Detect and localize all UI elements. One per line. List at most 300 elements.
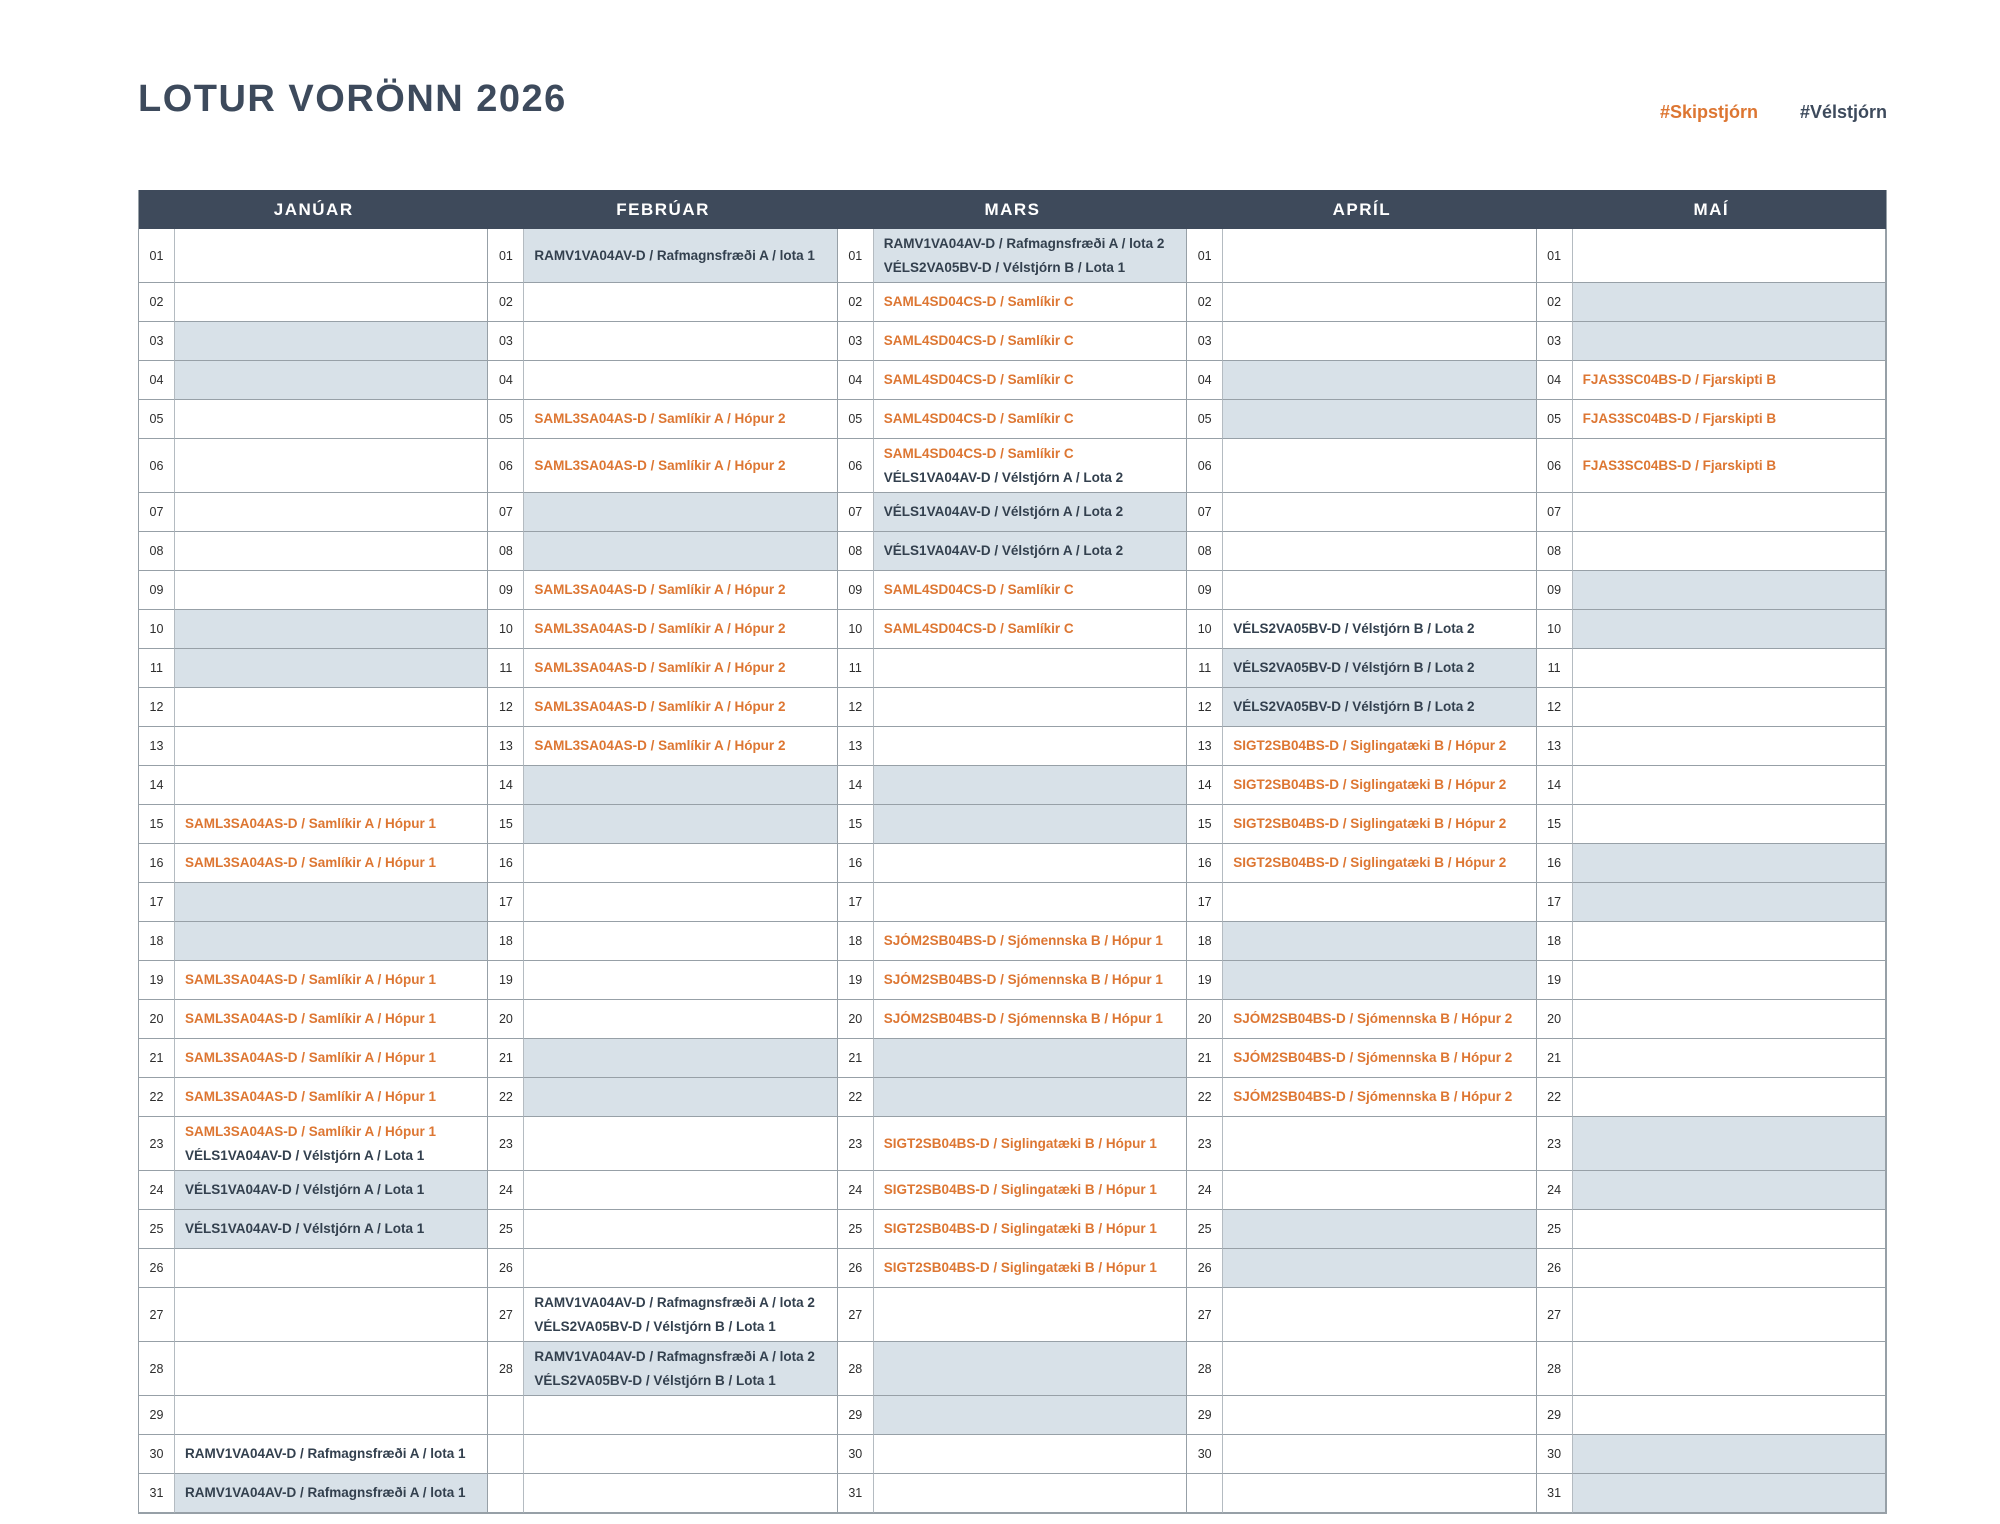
day-cell xyxy=(1573,844,1886,883)
day-number: 06 xyxy=(1537,439,1573,493)
day-number: 19 xyxy=(488,961,524,1000)
day-cell xyxy=(524,1000,837,1039)
day-cell xyxy=(524,1171,837,1210)
day-number: 05 xyxy=(838,400,874,439)
day-number: 05 xyxy=(1537,400,1573,439)
day-number: 09 xyxy=(488,571,524,610)
event-entry: SAML4SD04CS-D / Samlíkir C xyxy=(883,411,1074,427)
day-cell xyxy=(175,727,488,766)
day-cell xyxy=(1573,805,1886,844)
day-number: 06 xyxy=(139,439,175,493)
day-number: 24 xyxy=(488,1171,524,1210)
day-number: 16 xyxy=(1537,844,1573,883)
day-cell xyxy=(524,1342,837,1396)
day-cell xyxy=(1573,1435,1886,1474)
event-entry: SIGT2SB04BS-D / Siglingatæki B / Hópur 2 xyxy=(1233,777,1507,793)
day-cell xyxy=(175,1210,488,1249)
day-cell xyxy=(1573,1342,1886,1396)
day-number: 18 xyxy=(488,922,524,961)
legend xyxy=(1660,102,1887,123)
day-number: 03 xyxy=(139,322,175,361)
day-number: 25 xyxy=(139,1210,175,1249)
day-cell xyxy=(175,1249,488,1288)
day-number: 01 xyxy=(1187,229,1223,283)
day-cell xyxy=(1223,571,1536,610)
day-number: 29 xyxy=(838,1396,874,1435)
day-cell xyxy=(874,322,1187,361)
day-cell xyxy=(874,493,1187,532)
day-number: 13 xyxy=(838,727,874,766)
day-number: 05 xyxy=(139,400,175,439)
day-number: 25 xyxy=(488,1210,524,1249)
event-entry: SIGT2SB04BS-D / Siglingatæki B / Hópur 1 xyxy=(883,1135,1157,1151)
day-cell xyxy=(1573,1078,1886,1117)
day-number: 03 xyxy=(1187,322,1223,361)
day-number: 11 xyxy=(1537,649,1573,688)
day-cell xyxy=(1573,1288,1886,1342)
day-number: 31 xyxy=(838,1474,874,1513)
event-entry: SAML4SD04CS-D / Samlíkir C xyxy=(883,294,1074,310)
day-number: 02 xyxy=(488,283,524,322)
day-number: 24 xyxy=(838,1171,874,1210)
day-number: 20 xyxy=(488,1000,524,1039)
day-cell xyxy=(1223,493,1536,532)
day-cell xyxy=(874,1039,1187,1078)
day-number: 28 xyxy=(1187,1342,1223,1396)
event-entry: RAMV1VA04AV-D / Rafmagnsfræði A / lota 2 xyxy=(534,1295,815,1311)
day-number: 07 xyxy=(1187,493,1223,532)
day-number: 24 xyxy=(1537,1171,1573,1210)
day-cell xyxy=(524,229,837,283)
day-cell xyxy=(175,1117,488,1171)
day-number: 18 xyxy=(1537,922,1573,961)
day-number: 26 xyxy=(488,1249,524,1288)
day-number: 02 xyxy=(139,283,175,322)
day-number: 27 xyxy=(139,1288,175,1342)
day-cell xyxy=(1223,1171,1536,1210)
day-number: 10 xyxy=(488,610,524,649)
event-entry: SAML4SD04CS-D / Samlíkir C xyxy=(883,333,1074,349)
event-entry: SAML3SA04AS-D / Samlíkir A / Hópur 2 xyxy=(534,411,786,427)
day-cell xyxy=(175,883,488,922)
event-entry: SAML4SD04CS-D / Samlíkir C xyxy=(883,372,1074,388)
day-cell xyxy=(1223,883,1536,922)
event-entry: VÉLS2VA05BV-D / Vélstjórn B / Lota 2 xyxy=(1233,660,1475,676)
day-cell xyxy=(1223,922,1536,961)
day-cell xyxy=(175,322,488,361)
month-header-april: APRÍL xyxy=(1187,190,1536,229)
day-number: 19 xyxy=(139,961,175,1000)
day-number: 18 xyxy=(139,922,175,961)
day-number: 13 xyxy=(488,727,524,766)
day-number: 08 xyxy=(838,532,874,571)
day-cell xyxy=(175,805,488,844)
day-number xyxy=(488,1435,524,1474)
day-number: 27 xyxy=(488,1288,524,1342)
day-cell xyxy=(175,1039,488,1078)
day-number: 14 xyxy=(1187,766,1223,805)
day-cell xyxy=(1573,1210,1886,1249)
day-cell xyxy=(524,805,837,844)
day-number: 28 xyxy=(139,1342,175,1396)
day-number: 16 xyxy=(838,844,874,883)
day-number: 23 xyxy=(1187,1117,1223,1171)
day-number: 01 xyxy=(139,229,175,283)
event-entry: SAML3SA04AS-D / Samlíkir A / Hópur 2 xyxy=(534,738,786,754)
day-cell xyxy=(874,649,1187,688)
day-cell xyxy=(874,1171,1187,1210)
day-cell xyxy=(524,1288,837,1342)
legend-item-velstjorn[interactable]: #Vélstjórn xyxy=(1799,102,1887,122)
day-cell xyxy=(874,1342,1187,1396)
day-number: 17 xyxy=(1537,883,1573,922)
day-number: 24 xyxy=(1187,1171,1223,1210)
day-number: 26 xyxy=(838,1249,874,1288)
day-cell xyxy=(1573,649,1886,688)
day-number: 04 xyxy=(1187,361,1223,400)
day-number: 21 xyxy=(488,1039,524,1078)
day-cell xyxy=(1223,1210,1536,1249)
day-cell xyxy=(1573,229,1886,283)
event-entry: SAML3SA04AS-D / Samlíkir A / Hópur 2 xyxy=(534,457,786,473)
day-cell xyxy=(874,844,1187,883)
day-cell xyxy=(874,1078,1187,1117)
day-number: 21 xyxy=(1187,1039,1223,1078)
event-entry: SIGT2SB04BS-D / Siglingatæki B / Hópur 2 xyxy=(1233,816,1507,832)
day-cell xyxy=(524,400,837,439)
day-number: 23 xyxy=(838,1117,874,1171)
day-number: 19 xyxy=(1187,961,1223,1000)
day-cell xyxy=(524,1435,837,1474)
event-entry: VÉLS1VA04AV-D / Vélstjórn A / Lota 1 xyxy=(185,1221,425,1237)
day-number: 06 xyxy=(1187,439,1223,493)
day-cell xyxy=(1573,610,1886,649)
day-cell xyxy=(1223,1342,1536,1396)
day-number: 12 xyxy=(1537,688,1573,727)
event-entry: VÉLS2VA05BV-D / Vélstjórn B / Lota 2 xyxy=(1233,621,1475,637)
day-number: 08 xyxy=(139,532,175,571)
day-number: 07 xyxy=(1537,493,1573,532)
day-number: 19 xyxy=(838,961,874,1000)
day-number: 20 xyxy=(1187,1000,1223,1039)
month-header-februar: FEBRÚAR xyxy=(488,190,837,229)
day-number: 10 xyxy=(1537,610,1573,649)
event-entry: SAML3SA04AS-D / Samlíkir A / Hópur 1 xyxy=(185,1089,437,1105)
day-cell xyxy=(1223,229,1536,283)
day-number: 09 xyxy=(1187,571,1223,610)
day-number: 11 xyxy=(139,649,175,688)
day-cell xyxy=(175,922,488,961)
day-cell xyxy=(1573,1039,1886,1078)
day-number: 27 xyxy=(838,1288,874,1342)
day-number: 02 xyxy=(1537,283,1573,322)
month-header-mars: MARS xyxy=(838,190,1187,229)
day-cell xyxy=(1223,1117,1536,1171)
day-cell xyxy=(524,1039,837,1078)
event-entry: FJAS3SC04BS-D / Fjarskipti B xyxy=(1582,411,1777,427)
event-entry: VÉLS2VA05BV-D / Vélstjórn B / Lota 1 xyxy=(534,1372,776,1388)
day-number: 14 xyxy=(488,766,524,805)
event-entry: SAML3SA04AS-D / Samlíkir A / Hópur 1 xyxy=(185,1050,437,1066)
day-cell xyxy=(1223,844,1536,883)
day-number: 28 xyxy=(1537,1342,1573,1396)
day-number: 09 xyxy=(139,571,175,610)
event-entry: SAML4SD04CS-D / Samlíkir C xyxy=(883,621,1074,637)
legend-item-skipstjorn[interactable]: #Skipstjórn xyxy=(1659,102,1758,122)
event-entry: RAMV1VA04AV-D / Rafmagnsfræði A / lota 2 xyxy=(883,236,1165,251)
day-cell xyxy=(1573,1000,1886,1039)
day-number: 03 xyxy=(488,322,524,361)
event-entry: RAMV1VA04AV-D / Rafmagnsfræði A / lota 1 xyxy=(185,1485,466,1501)
day-number: 12 xyxy=(1187,688,1223,727)
day-cell xyxy=(175,649,488,688)
day-cell xyxy=(874,961,1187,1000)
day-cell xyxy=(175,1171,488,1210)
day-number: 31 xyxy=(139,1474,175,1513)
day-number xyxy=(488,1396,524,1435)
day-cell xyxy=(175,1396,488,1435)
day-number: 17 xyxy=(1187,883,1223,922)
event-entry: SAML3SA04AS-D / Samlíkir A / Hópur 2 xyxy=(534,660,786,676)
day-cell xyxy=(524,883,837,922)
day-cell xyxy=(1223,1396,1536,1435)
day-cell xyxy=(175,493,488,532)
day-cell xyxy=(1573,439,1886,493)
day-number: 20 xyxy=(1537,1000,1573,1039)
day-number: 17 xyxy=(139,883,175,922)
day-number: 17 xyxy=(488,883,524,922)
event-entry: SJÓM2SB04BS-D / Sjómennska B / Hópur 1 xyxy=(883,972,1163,988)
day-cell xyxy=(1223,610,1536,649)
day-number: 20 xyxy=(139,1000,175,1039)
day-number: 27 xyxy=(1187,1288,1223,1342)
day-cell xyxy=(175,1288,488,1342)
event-entry: SIGT2SB04BS-D / Siglingatæki B / Hópur 1 xyxy=(883,1221,1157,1237)
day-number: 19 xyxy=(1537,961,1573,1000)
event-entry: SAML3SA04AS-D / Samlíkir A / Hópur 1 xyxy=(185,972,437,988)
event-entry: SIGT2SB04BS-D / Siglingatæki B / Hópur 1 xyxy=(883,1182,1157,1198)
day-cell xyxy=(524,922,837,961)
event-entry: VÉLS2VA05BV-D / Vélstjórn B / Lota 1 xyxy=(883,259,1126,275)
month-header-mai: MAÍ xyxy=(1537,190,1886,229)
day-number: 22 xyxy=(1187,1078,1223,1117)
day-cell xyxy=(524,1117,837,1171)
day-number: 09 xyxy=(1537,571,1573,610)
day-number: 08 xyxy=(488,532,524,571)
day-cell xyxy=(874,1000,1187,1039)
day-cell xyxy=(1573,961,1886,1000)
event-entry: RAMV1VA04AV-D / Rafmagnsfræði A / lota 1 xyxy=(534,247,815,263)
event-entry: VÉLS1VA04AV-D / Vélstjórn A / Lota 1 xyxy=(185,1147,425,1163)
day-number: 05 xyxy=(1187,400,1223,439)
event-entry: RAMV1VA04AV-D / Rafmagnsfræði A / lota 2 xyxy=(534,1349,815,1365)
event-entry: SAML3SA04AS-D / Samlíkir A / Hópur 1 xyxy=(185,1124,437,1140)
day-cell xyxy=(1573,727,1886,766)
day-number: 30 xyxy=(139,1435,175,1474)
day-cell xyxy=(1223,400,1536,439)
day-number: 07 xyxy=(838,493,874,532)
day-number: 29 xyxy=(1537,1396,1573,1435)
day-cell xyxy=(524,439,837,493)
day-number: 16 xyxy=(139,844,175,883)
day-number: 05 xyxy=(488,400,524,439)
day-cell xyxy=(175,532,488,571)
day-number: 10 xyxy=(838,610,874,649)
day-cell xyxy=(1223,361,1536,400)
day-cell xyxy=(1573,883,1886,922)
day-number: 29 xyxy=(139,1396,175,1435)
day-cell xyxy=(175,571,488,610)
day-cell xyxy=(524,1249,837,1288)
day-number: 21 xyxy=(139,1039,175,1078)
day-cell xyxy=(1223,439,1536,493)
day-cell xyxy=(524,1078,837,1117)
day-number: 02 xyxy=(1187,283,1223,322)
day-number: 26 xyxy=(139,1249,175,1288)
day-number: 08 xyxy=(1537,532,1573,571)
day-number: 28 xyxy=(838,1342,874,1396)
day-number: 02 xyxy=(838,283,874,322)
day-cell xyxy=(175,1435,488,1474)
day-number: 12 xyxy=(838,688,874,727)
day-number: 20 xyxy=(838,1000,874,1039)
event-entry: VÉLS1VA04AV-D / Vélstjórn A / Lota 2 xyxy=(883,469,1124,485)
day-cell xyxy=(1223,1000,1536,1039)
event-entry: SJÓM2SB04BS-D / Sjómennska B / Hópur 2 xyxy=(1233,1011,1513,1027)
day-cell xyxy=(175,400,488,439)
event-entry: SAML3SA04AS-D / Samlíkir A / Hópur 1 xyxy=(185,1011,437,1027)
day-cell xyxy=(524,649,837,688)
event-entry: SJÓM2SB04BS-D / Sjómennska B / Hópur 2 xyxy=(1233,1050,1513,1066)
day-number: 18 xyxy=(838,922,874,961)
day-number: 25 xyxy=(1187,1210,1223,1249)
day-cell xyxy=(524,766,837,805)
event-entry: SAML4SD04CS-D / Samlíkir C xyxy=(883,582,1074,598)
day-cell xyxy=(874,439,1187,493)
day-cell xyxy=(175,361,488,400)
day-number: 11 xyxy=(488,649,524,688)
day-number: 31 xyxy=(1537,1474,1573,1513)
day-cell xyxy=(524,532,837,571)
event-entry: SAML3SA04AS-D / Samlíkir A / Hópur 2 xyxy=(534,582,786,598)
day-number: 09 xyxy=(838,571,874,610)
day-cell xyxy=(1573,766,1886,805)
day-cell xyxy=(874,1396,1187,1435)
day-number: 04 xyxy=(488,361,524,400)
day-cell xyxy=(524,610,837,649)
day-cell xyxy=(1573,400,1886,439)
event-entry: VÉLS2VA05BV-D / Vélstjórn B / Lota 1 xyxy=(534,1318,776,1334)
event-entry: FJAS3SC04BS-D / Fjarskipti B xyxy=(1582,372,1777,388)
day-cell xyxy=(874,727,1187,766)
day-number: 15 xyxy=(838,805,874,844)
day-cell xyxy=(874,1210,1187,1249)
day-number: 15 xyxy=(1187,805,1223,844)
day-cell xyxy=(1223,766,1536,805)
day-cell xyxy=(1223,1078,1536,1117)
day-number: 12 xyxy=(139,688,175,727)
day-number: 22 xyxy=(488,1078,524,1117)
day-cell xyxy=(175,1474,488,1513)
day-cell xyxy=(1223,1474,1536,1513)
event-entry: SAML3SA04AS-D / Samlíkir A / Hópur 1 xyxy=(185,816,437,832)
event-entry: VÉLS1VA04AV-D / Vélstjórn A / Lota 2 xyxy=(883,543,1124,559)
day-number: 06 xyxy=(488,439,524,493)
day-number: 17 xyxy=(838,883,874,922)
calendar-grid xyxy=(138,190,1887,1514)
event-entry: SAML3SA04AS-D / Samlíkir A / Hópur 1 xyxy=(185,855,437,871)
day-number: 21 xyxy=(1537,1039,1573,1078)
day-cell xyxy=(874,922,1187,961)
day-cell xyxy=(175,439,488,493)
day-number: 21 xyxy=(838,1039,874,1078)
day-cell xyxy=(1573,1249,1886,1288)
day-cell xyxy=(175,1342,488,1396)
day-number: 01 xyxy=(838,229,874,283)
day-number: 11 xyxy=(1187,649,1223,688)
event-entry: SIGT2SB04BS-D / Siglingatæki B / Hópur 1 xyxy=(883,1260,1157,1276)
day-cell xyxy=(524,1396,837,1435)
day-cell xyxy=(874,688,1187,727)
event-entry: SJÓM2SB04BS-D / Sjómennska B / Hópur 1 xyxy=(883,1011,1163,1027)
day-cell xyxy=(175,961,488,1000)
day-number: 06 xyxy=(838,439,874,493)
day-cell xyxy=(874,805,1187,844)
day-number: 03 xyxy=(838,322,874,361)
day-cell xyxy=(1573,922,1886,961)
event-entry: FJAS3SC04BS-D / Fjarskipti B xyxy=(1582,457,1777,473)
day-number: 15 xyxy=(139,805,175,844)
day-cell xyxy=(874,283,1187,322)
day-number: 24 xyxy=(139,1171,175,1210)
day-cell xyxy=(524,361,837,400)
day-number: 07 xyxy=(139,493,175,532)
day-number: 15 xyxy=(1537,805,1573,844)
day-cell xyxy=(1573,532,1886,571)
day-number: 23 xyxy=(488,1117,524,1171)
day-number: 23 xyxy=(139,1117,175,1171)
day-number: 07 xyxy=(488,493,524,532)
day-number xyxy=(488,1474,524,1513)
day-cell xyxy=(874,361,1187,400)
day-cell xyxy=(1573,688,1886,727)
day-cell xyxy=(1223,1435,1536,1474)
event-entry: VÉLS1VA04AV-D / Vélstjórn A / Lota 1 xyxy=(185,1182,425,1198)
day-cell xyxy=(1573,1396,1886,1435)
day-cell xyxy=(874,883,1187,922)
day-cell xyxy=(1573,361,1886,400)
day-number: 13 xyxy=(1187,727,1223,766)
day-cell xyxy=(175,229,488,283)
day-cell xyxy=(1223,322,1536,361)
day-number: 12 xyxy=(488,688,524,727)
day-cell xyxy=(1223,688,1536,727)
day-cell xyxy=(1573,571,1886,610)
event-entry: SAML3SA04AS-D / Samlíkir A / Hópur 2 xyxy=(534,621,786,637)
day-cell xyxy=(175,766,488,805)
day-cell xyxy=(874,229,1187,283)
day-number xyxy=(1187,1474,1223,1513)
day-number: 04 xyxy=(139,361,175,400)
event-entry: SJÓM2SB04BS-D / Sjómennska B / Hópur 2 xyxy=(1233,1089,1513,1105)
day-cell xyxy=(874,532,1187,571)
day-number: 30 xyxy=(838,1435,874,1474)
day-number: 27 xyxy=(1537,1288,1573,1342)
event-entry: SJÓM2SB04BS-D / Sjómennska B / Hópur 1 xyxy=(883,933,1163,949)
day-number: 23 xyxy=(1537,1117,1573,1171)
day-number: 22 xyxy=(1537,1078,1573,1117)
day-number: 14 xyxy=(1537,766,1573,805)
